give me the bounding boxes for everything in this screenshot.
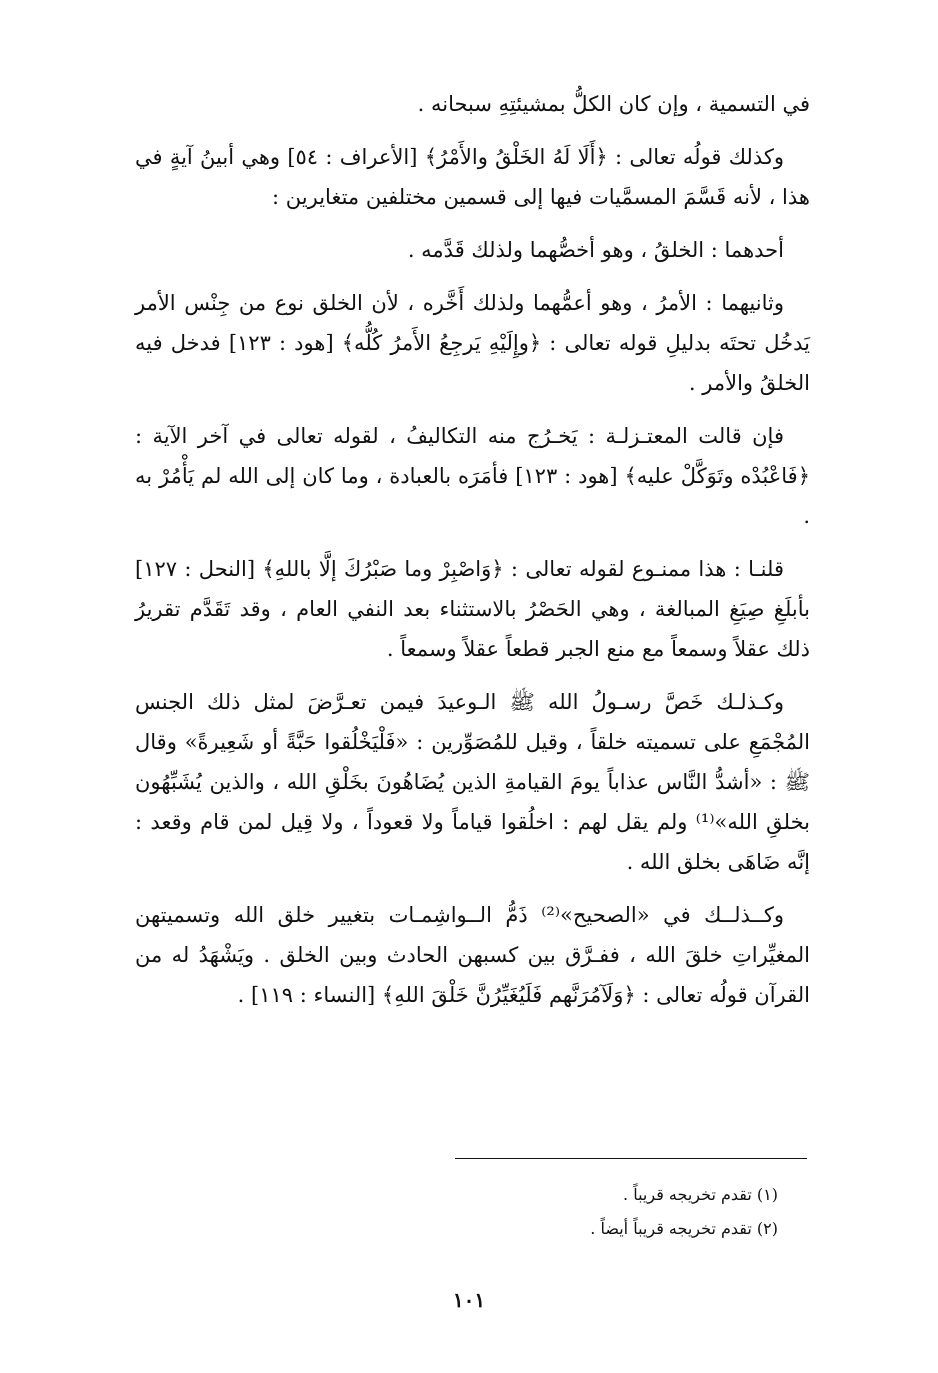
paragraph-2: وكذلك قولُه تعالى : ﴿أَلَا لَهُ الخَلْقُ والأَمْرُ﴾ [الأعراف : ٥٤] وهي أبينُ آيةٍ في هذا ، لأنه قَسَّمَ المسمَّيات فيها إلى قسمين مختلفين متغايرين : — [135, 145, 810, 209]
page-number: ١٠١ — [452, 1288, 486, 1312]
paragraph-1: في التسمية ، وإن كان الكلُّ بمشيئتِهِ سبحانه . — [417, 92, 810, 116]
footnotes — [278, 1178, 778, 1246]
paragraph-5: فإن قالت المعتـزلـة : يَخـرُج منه التكاليفُ ، لقوله تعالى في آخر الآية : ﴿فَاعْبُدْه وتَوَكَّلْ عليه﴾ [هود : ١٢٣] فأمَرَه بالعبادة ، وما كان إلى الله لم يَأْمُرْ به . — [135, 424, 810, 528]
paragraph-3: أحدهما : الخلقُ ، وهو أخصُّهما ولذلك قَدَّمه . — [407, 238, 784, 262]
paragraph-6: قلنـا : هذا ممنـوع لقوله تعالى : ﴿وَاصْبِرْ وما صَبْرُكَ إلَّا باللهِ﴾ [النحل : ١٢٧] بأبلَغِ صِيَغِ المبالغة ، وهي الحَصْرُ بالاستثناء بعد النفي العام ، وقد تَقَدَّم تقريرُ ذلك عقلاً وسمعاً مع منع الجبر قطعاً عقلاً وسمعاً . — [135, 557, 810, 661]
paragraph-7: وكـذلـك خَصَّ رسـولُ الله ﷺ الـوعيدَ فيمن تعـرَّضَ لمثل ذلك الجنس المُجْمَعِ على تسميته خلقاً ، وقيل للمُصَوِّرين : «فَلْيَخْلُقوا حَبَّةً أو شَعِيرةً» وقال ﷺ : «أشدُّ النَّاس عذاباً يومَ القيامةِ الذين يُضَاهُونَ بخَلْقِ الله ، والذين يُشَبِّهُون بخلقِ الله»⁽¹⁾ ولم يقل لهم : اخلُقوا قياماً ولا قعوداً ، ولا قِيل لمن قام وقعد : إنَّه ضَاهَى بخلق الله . — [135, 690, 811, 874]
main-text — [135, 84, 810, 1028]
footnote-separator — [455, 1158, 807, 1159]
footnote-1: (١) تقدم تخريجه قريباً . — [623, 1185, 778, 1204]
footnote-2: (٢) تقدم تخريجه قريباً أيضاً . — [590, 1219, 778, 1238]
paragraph-4: وثانيهما : الأمرُ ، وهو أعمُّهما ولذلك أَخَّره ، لأن الخلق نوع من جِنْس الأمر يَدخُل تحتَه بدليلِ قوله تعالى : ﴿وإِلَيْهِ يَرجِعُ الأَمرُ كُلُّه﴾ [هود : ١٢٣] فدخل فيه الخلقُ والأمر . — [135, 291, 810, 395]
paragraph-8: وكــذلــك في «الصحيح»⁽²⁾ ذَمُّ الــواشِمـات بتغيير خلق الله وتسميتهن المغيِّراتِ خلقَ الله ، ففـرَّق بين كسبهن الحادث وبين الخلق . ويَشْهَدُ له من القرآن قولُه تعالى : ﴿وَلَآمُرَنَّهم فَلَيُغَيِّرُنَّ خَلْقَ اللهِ﴾ [النساء : ١١٩] . — [135, 903, 810, 1007]
